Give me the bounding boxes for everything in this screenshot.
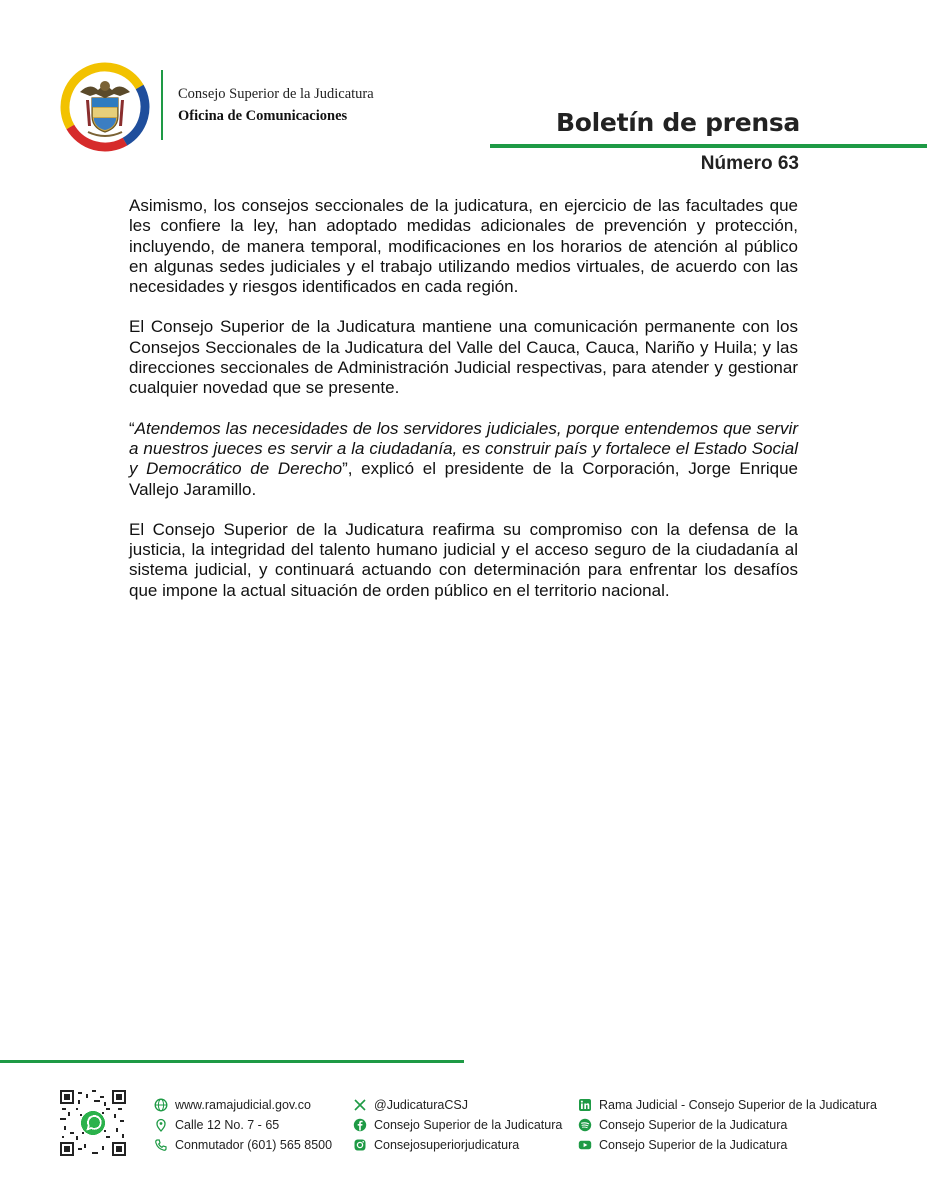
quote-text: Atendemos las necesidades de los servidores judiciales, porque entendemos que servir a nuestros jueces es servir a la ciudadanía, es construir país y fortalece el Estado Social y Democrático de Derecho [129, 418, 798, 479]
linkedin-link[interactable] [578, 1095, 877, 1115]
colombia-coat-of-arms-logo [58, 60, 152, 154]
quote-attribution: ”, explicó el presidente de la Corporación, Jorge Enrique Vallejo Jaramillo. [129, 459, 798, 499]
paragraph-4: El Consejo Superior de la Judicatura reafirma su compromiso con la defensa de la justicia, la integridad del talento humano judicial y el acceso seguro de la ciudadanía al sistema judicial, y continuará actuando con determinación para enfrentar los desafíos que impone la actual situación de orden público en el territorio nacional. [129, 519, 798, 600]
footer-contact-column [154, 1095, 332, 1155]
footer-social-column [353, 1095, 562, 1155]
x-twitter-icon [353, 1098, 367, 1112]
linkedin-icon [578, 1098, 592, 1112]
x-twitter-link[interactable] [353, 1095, 562, 1115]
whatsapp-qr-code [60, 1090, 126, 1156]
spotify-text: Consejo Superior de la Judicatura [599, 1118, 788, 1132]
website-text: www.ramajudicial.gov.co [175, 1098, 311, 1112]
bulletin-body [129, 196, 798, 621]
instagram-icon [353, 1138, 367, 1152]
footer-media-column [578, 1095, 877, 1155]
org-name: Consejo Superior de la Judicatura [178, 86, 374, 102]
instagram-link[interactable] [353, 1135, 562, 1155]
youtube-text: Consejo Superior de la Judicatura [599, 1138, 788, 1152]
youtube-icon [578, 1138, 592, 1152]
bulletin-number: Número 63 [700, 153, 799, 174]
title-rule [490, 144, 927, 148]
facebook-icon [353, 1118, 367, 1132]
phone-item [154, 1135, 332, 1155]
website-link[interactable] [154, 1095, 332, 1115]
location-pin-icon [154, 1118, 168, 1132]
footer-rule [0, 1060, 464, 1063]
phone-icon [154, 1138, 168, 1152]
paragraph-2: El Consejo Superior de la Judicatura mantiene una comunicación permanente con los Consejos Seccionales de la Judicatura del Valle del Cauca, Cauca, Nariño y Huila; y las direcciones seccionales de Administración Judicial respectivas, para atender y gestionar cualquier novedad que se presente. [129, 317, 798, 398]
facebook-link[interactable] [353, 1115, 562, 1135]
paragraph-3-quote [129, 419, 798, 500]
youtube-link[interactable] [578, 1135, 877, 1155]
globe-icon [154, 1098, 168, 1112]
address-item [154, 1115, 332, 1135]
x-twitter-handle: @JudicaturaCSJ [374, 1098, 468, 1112]
header-divider [161, 70, 163, 140]
phone-text: Conmutador (601) 565 8500 [175, 1138, 333, 1152]
bulletin-title: Boletín de prensa [556, 108, 800, 137]
spotify-icon [578, 1118, 592, 1132]
facebook-text: Consejo Superior de la Judicatura [374, 1118, 563, 1132]
instagram-text: Consejosuperiorjudicatura [374, 1138, 520, 1152]
office-name: Oficina de Comunicaciones [178, 108, 348, 124]
linkedin-text: Rama Judicial - Consejo Superior de la Judicatura [599, 1098, 877, 1112]
quote-open-mark: “ [129, 418, 135, 438]
spotify-link[interactable] [578, 1115, 877, 1135]
paragraph-1: Asimismo, los consejos seccionales de la judicatura, en ejercicio de las facultades que les confiere la ley, han adoptado medidas adicionales de prevención y protección, incluyendo, de manera temporal, modificaciones en los horarios de atención al público en algunas sedes judiciales y el trabajo utilizando medios virtuales, de acuerdo con las necesidades y riesgos identificados en cada región. [129, 196, 798, 297]
address-text: Calle 12 No. 7 - 65 [175, 1118, 280, 1132]
